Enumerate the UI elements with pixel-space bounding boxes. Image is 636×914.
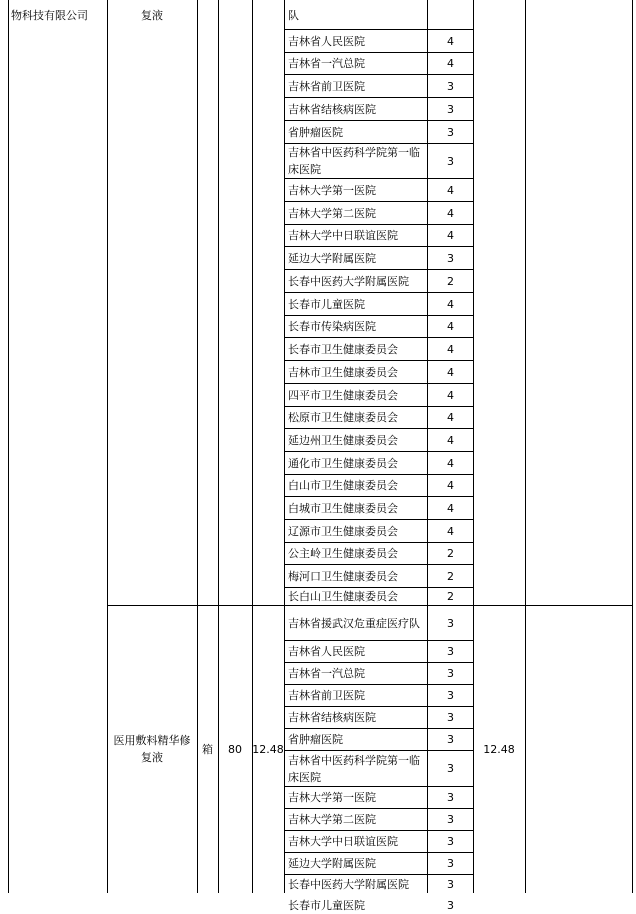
count-value: 4 (447, 456, 454, 470)
org-cell (285, 30, 427, 52)
count-value: 3 (447, 645, 454, 658)
org-name: 延边州卫生健康委员会 (288, 433, 398, 447)
org-cell (285, 875, 427, 893)
org-name: 长春市儿童医院 (288, 899, 365, 912)
count-cell (428, 606, 473, 640)
org-cell (285, 270, 427, 292)
org-name: 吉林市卫生健康委员会 (288, 365, 398, 379)
count-value: 4 (447, 433, 454, 447)
count-cell (428, 729, 473, 750)
org-cell (285, 247, 427, 269)
org-cell (285, 497, 427, 519)
count-cell (428, 407, 473, 428)
org-name: 松原市卫生健康委员会 (288, 411, 398, 424)
org-cell (285, 179, 427, 201)
count-value: 3 (447, 616, 454, 630)
org-cell (285, 75, 427, 97)
count-cell (428, 202, 473, 224)
product-b-unit: 箱 (202, 742, 213, 756)
org-name: 吉林大学中日联谊医院 (288, 229, 398, 242)
count-cell (428, 53, 473, 74)
product-a-name: 复液 (141, 8, 163, 22)
count-value: 3 (447, 125, 454, 139)
count-cell (428, 384, 473, 406)
org-name: 吉林省中医药科学院第一临床医院 (288, 146, 420, 176)
count-cell (428, 316, 473, 337)
org-cell (285, 121, 427, 143)
count-value: 2 (447, 590, 454, 603)
org-cell (285, 316, 427, 337)
count-cell (428, 520, 473, 542)
org-cell (285, 475, 427, 496)
count-cell (428, 293, 473, 315)
grid-vline-c8 (525, 0, 526, 893)
count-value: 2 (447, 569, 454, 583)
product-b-unit-cell (198, 606, 217, 892)
org-cell (285, 98, 427, 120)
org-name: 长春市传染病医院 (288, 320, 376, 333)
org-name: 四平市卫生健康委员会 (288, 388, 398, 402)
count-cell (428, 588, 473, 605)
org-cell (285, 606, 427, 640)
count-cell (428, 361, 473, 383)
org-cell (285, 543, 427, 564)
grid-vline-right (632, 0, 633, 893)
org-cell (285, 144, 427, 178)
count-value: 3 (447, 79, 454, 93)
count-value: 3 (447, 762, 454, 775)
org-name: 吉林省结核病医院 (288, 711, 376, 724)
org-cell (285, 361, 427, 383)
org-name: 队 (288, 8, 299, 22)
org-name: 长春市卫生健康委员会 (288, 342, 398, 356)
org-cell (285, 809, 427, 830)
company-name-cell (8, 0, 106, 30)
count-value: 4 (447, 501, 454, 515)
org-cell (285, 407, 427, 428)
org-name: 吉林省前卫医院 (288, 689, 365, 702)
count-cell (428, 225, 473, 246)
org-cell (285, 1, 427, 29)
org-cell (285, 293, 427, 315)
product-b-quantity-cell (219, 606, 251, 892)
count-value: 4 (447, 57, 454, 70)
count-value: 4 (447, 34, 454, 48)
count-value: 3 (447, 667, 454, 680)
count-value: 4 (447, 388, 454, 402)
count-cell (428, 247, 473, 269)
org-name: 梅河口卫生健康委员会 (288, 569, 398, 583)
org-cell (285, 641, 427, 662)
count-cell (428, 809, 473, 830)
count-value: 2 (447, 274, 454, 288)
count-cell (428, 875, 473, 893)
count-cell (428, 452, 473, 474)
org-name: 吉林大学第一医院 (288, 183, 376, 197)
count-value: 4 (447, 524, 454, 538)
product-b-name: 医用敷料精华修复液 (113, 734, 191, 764)
count-value: 4 (447, 342, 454, 356)
org-cell (285, 384, 427, 406)
org-name: 吉林省中医药科学院第一临床医院 (288, 753, 420, 784)
product-b-price: 12.48 (252, 742, 284, 756)
org-name: 长春中医药大学附属医院 (288, 877, 409, 891)
org-name: 吉林省结核病医院 (288, 102, 376, 116)
org-cell (285, 831, 427, 852)
org-name: 白城市卫生健康委员会 (288, 501, 398, 515)
count-value: 3 (447, 711, 454, 724)
product-b-amount-cell (474, 606, 524, 892)
org-name: 长白山卫生健康委员会 (288, 590, 398, 603)
org-name: 长春中医药大学附属医院 (288, 274, 409, 288)
count-value: 4 (447, 365, 454, 379)
org-name: 省肿瘤医院 (288, 125, 343, 139)
count-value: 4 (447, 411, 454, 424)
count-value: 3 (447, 733, 454, 746)
count-value: 3 (447, 251, 454, 265)
count-value: 4 (447, 479, 454, 492)
org-name: 延边大学附属医院 (288, 857, 376, 870)
org-cell (285, 520, 427, 542)
org-name: 吉林省人民医院 (288, 645, 365, 658)
product-b-name-cell (108, 606, 196, 892)
org-cell (285, 588, 427, 605)
count-value: 4 (447, 297, 454, 311)
org-name: 省肿瘤医院 (288, 733, 343, 746)
company-name: 物科技有限公司 (11, 8, 88, 22)
count-cell (428, 641, 473, 662)
org-name: 吉林大学中日联谊医院 (288, 835, 398, 848)
org-name: 吉林省一汽总院 (288, 667, 365, 680)
org-cell (285, 429, 427, 451)
org-name: 通化市卫生健康委员会 (288, 456, 398, 470)
count-cell (428, 497, 473, 519)
count-cell (428, 1, 473, 29)
count-cell (428, 121, 473, 143)
count-cell (428, 685, 473, 706)
org-name: 延边大学附属医院 (288, 251, 376, 265)
count-value: 3 (447, 899, 454, 912)
count-value: 3 (447, 835, 454, 848)
org-name: 吉林省援武汉危重症医疗队 (288, 616, 420, 630)
count-value: 3 (447, 791, 454, 804)
count-cell (428, 475, 473, 496)
org-name: 吉林大学第二医院 (288, 813, 376, 826)
org-cell (285, 853, 427, 874)
org-name: 吉林大学第一医院 (288, 791, 376, 804)
count-cell (428, 270, 473, 292)
count-cell (428, 787, 473, 808)
count-cell (428, 543, 473, 564)
count-cell (428, 429, 473, 451)
org-cell (285, 663, 427, 684)
count-cell (428, 565, 473, 587)
product-a-name-cell (108, 0, 196, 30)
org-cell (285, 565, 427, 587)
org-cell (285, 53, 427, 74)
count-cell (428, 663, 473, 684)
count-cell (428, 75, 473, 97)
org-cell (285, 202, 427, 224)
count-value: 4 (447, 320, 454, 333)
org-name: 白山市卫生健康委员会 (288, 479, 398, 492)
count-cell (428, 144, 473, 178)
org-cell (285, 751, 427, 786)
count-cell (428, 751, 473, 786)
count-value: 4 (447, 229, 454, 242)
org-name: 吉林省人民医院 (288, 34, 365, 48)
count-value: 3 (447, 857, 454, 870)
count-value: 3 (447, 813, 454, 826)
count-value: 4 (447, 183, 454, 197)
count-value: 3 (447, 154, 454, 168)
org-name: 吉林大学第二医院 (288, 206, 376, 220)
count-cell (428, 30, 473, 52)
count-value: 4 (447, 206, 454, 220)
count-cell (428, 853, 473, 874)
org-name: 长春市儿童医院 (288, 297, 365, 311)
count-value: 3 (447, 689, 454, 702)
product-b-amount: 12.48 (483, 742, 515, 756)
org-cell (285, 787, 427, 808)
grid-vline-left (8, 0, 9, 893)
count-cell (428, 179, 473, 201)
count-cell (428, 707, 473, 728)
count-cell (428, 831, 473, 852)
org-name: 辽源市卫生健康委员会 (288, 524, 398, 538)
org-name: 吉林省一汽总院 (288, 57, 365, 70)
org-cell (285, 729, 427, 750)
count-value: 2 (447, 547, 454, 560)
product-b-quantity: 80 (228, 742, 242, 756)
count-value: 3 (447, 877, 454, 891)
product-b-price-cell (253, 606, 283, 892)
org-cell (285, 707, 427, 728)
org-name: 公主岭卫生健康委员会 (288, 547, 398, 560)
org-name: 吉林省前卫医院 (288, 79, 365, 93)
count-value: 3 (447, 102, 454, 116)
count-cell (428, 338, 473, 360)
count-cell (428, 98, 473, 120)
org-cell (285, 452, 427, 474)
org-cell (285, 685, 427, 706)
org-cell (285, 225, 427, 246)
org-cell (285, 338, 427, 360)
